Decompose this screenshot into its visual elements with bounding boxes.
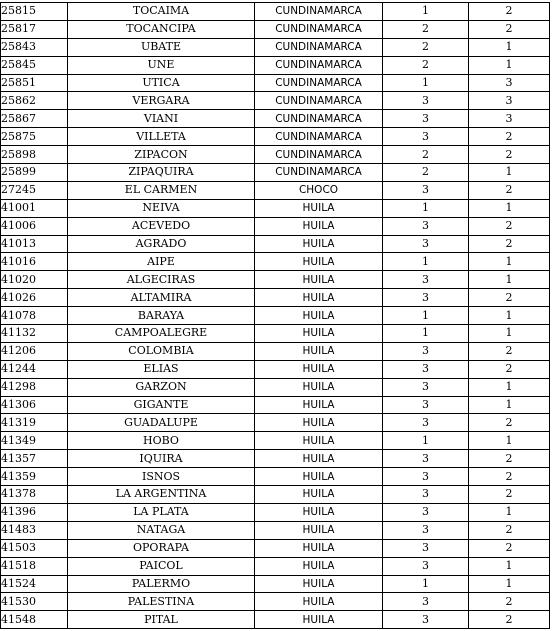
department-name-cell: HUILA [255,557,383,575]
municipality-name-cell: LA ARGENTINA [68,486,255,504]
municipality-name-cell: TOCAIMA [68,3,255,21]
municipality-name-cell: NATAGA [68,521,255,539]
value-column-1-cell: 3 [383,486,469,504]
municipality-code-cell: 41357 [1,450,68,468]
value-column-1-cell: 2 [383,164,469,182]
value-column-1-cell: 3 [383,217,469,235]
value-column-1-cell: 2 [383,20,469,38]
municipality-name-cell: UTICA [68,74,255,92]
municipality-name-cell: GUADALUPE [68,414,255,432]
value-column-2-cell: 2 [469,611,550,629]
municipality-name-cell: VERGARA [68,92,255,110]
municipality-name-cell: BARAYA [68,307,255,325]
value-column-2-cell: 2 [469,20,550,38]
municipality-code-cell: 41016 [1,253,68,271]
value-column-1-cell: 3 [383,128,469,146]
value-column-1-cell: 3 [383,271,469,289]
value-column-1-cell: 3 [383,521,469,539]
municipality-name-cell: COLOMBIA [68,342,255,360]
table-row [1,539,550,557]
value-column-2-cell: 2 [469,235,550,253]
table-row [1,110,550,128]
value-column-2-cell: 2 [469,450,550,468]
department-name-cell: HUILA [255,432,383,450]
value-column-2-cell: 1 [469,38,550,56]
value-column-1-cell: 3 [383,557,469,575]
municipality-code-cell: 41006 [1,217,68,235]
municipality-name-cell: ALGECIRAS [68,271,255,289]
municipality-code-cell: 25815 [1,3,68,21]
department-name-cell: CUNDINAMARCA [255,56,383,74]
table-row [1,396,550,414]
municipality-name-cell: NEIVA [68,199,255,217]
value-column-1-cell: 3 [383,450,469,468]
municipality-name-cell: ELIAS [68,360,255,378]
municipality-code-cell: 41518 [1,557,68,575]
municipality-name-cell: PALESTINA [68,593,255,611]
table-row [1,486,550,504]
department-name-cell: HUILA [255,611,383,629]
municipality-code-cell: 27245 [1,181,68,199]
municipality-code-cell: 41132 [1,325,68,343]
value-column-2-cell: 1 [469,432,550,450]
department-name-cell: HUILA [255,593,383,611]
value-column-1-cell: 3 [383,235,469,253]
department-name-cell: HUILA [255,378,383,396]
table-row [1,468,550,486]
municipality-code-cell: 25867 [1,110,68,128]
value-column-2-cell: 1 [469,56,550,74]
department-name-cell: HUILA [255,289,383,307]
municipality-code-cell: 41306 [1,396,68,414]
municipality-name-cell: ZIPAQUIRA [68,164,255,182]
value-column-1-cell: 2 [383,38,469,56]
value-column-1-cell: 1 [383,253,469,271]
department-name-cell: HUILA [255,414,383,432]
value-column-2-cell: 2 [469,486,550,504]
department-name-cell: HUILA [255,325,383,343]
municipality-code-cell: 41503 [1,539,68,557]
municipality-code-cell: 25899 [1,164,68,182]
value-column-1-cell: 3 [383,92,469,110]
municipality-name-cell: CAMPOALEGRE [68,325,255,343]
municipality-name-cell: TOCANCIPA [68,20,255,38]
value-column-1-cell: 1 [383,3,469,21]
municipality-code-cell: 41483 [1,521,68,539]
value-column-2-cell: 2 [469,468,550,486]
municipality-code-cell: 41206 [1,342,68,360]
value-column-1-cell: 3 [383,503,469,521]
value-column-1-cell: 1 [383,325,469,343]
department-name-cell: HUILA [255,396,383,414]
value-column-2-cell: 2 [469,593,550,611]
value-column-2-cell: 3 [469,92,550,110]
department-name-cell: CUNDINAMARCA [255,146,383,164]
municipality-code-cell: 41244 [1,360,68,378]
municipality-name-cell: ACEVEDO [68,217,255,235]
municipality-name-cell: IQUIRA [68,450,255,468]
department-name-cell: HUILA [255,539,383,557]
value-column-1-cell: 1 [383,307,469,325]
municipality-name-cell: PAICOL [68,557,255,575]
table-row [1,199,550,217]
department-name-cell: HUILA [255,521,383,539]
municipality-name-cell: PALERMO [68,575,255,593]
municipality-code-cell: 41013 [1,235,68,253]
value-column-1-cell: 1 [383,199,469,217]
municipality-code-cell: 41026 [1,289,68,307]
department-name-cell: HUILA [255,486,383,504]
department-name-cell: HUILA [255,271,383,289]
value-column-1-cell: 3 [383,289,469,307]
municipality-code-cell: 41020 [1,271,68,289]
value-column-2-cell: 1 [469,557,550,575]
value-column-1-cell: 1 [383,575,469,593]
table-row [1,38,550,56]
table-row [1,289,550,307]
value-column-2-cell: 2 [469,360,550,378]
department-name-cell: HUILA [255,450,383,468]
value-column-1-cell: 3 [383,110,469,128]
value-column-1-cell: 3 [383,378,469,396]
table-row [1,20,550,38]
value-column-2-cell: 1 [469,396,550,414]
municipality-code-cell: 41078 [1,307,68,325]
value-column-1-cell: 3 [383,414,469,432]
department-name-cell: CUNDINAMARCA [255,74,383,92]
municipality-code-cell: 41548 [1,611,68,629]
municipality-name-cell: ALTAMIRA [68,289,255,307]
municipality-code-cell: 25851 [1,74,68,92]
table-row [1,414,550,432]
value-column-2-cell: 1 [469,325,550,343]
municipality-name-cell: AGRADO [68,235,255,253]
value-column-1-cell: 3 [383,611,469,629]
table-row [1,611,550,629]
table-row [1,3,550,21]
value-column-1-cell: 3 [383,539,469,557]
department-name-cell: CUNDINAMARCA [255,92,383,110]
value-column-2-cell: 2 [469,3,550,21]
municipality-code-cell: 25843 [1,38,68,56]
department-name-cell: CUNDINAMARCA [255,110,383,128]
municipality-code-cell: 41524 [1,575,68,593]
table-row [1,360,550,378]
value-column-1-cell: 3 [383,593,469,611]
municipality-code-cell: 25817 [1,20,68,38]
value-column-1-cell: 3 [383,468,469,486]
municipality-name-cell: VILLETA [68,128,255,146]
department-name-cell: HUILA [255,342,383,360]
department-name-cell: CUNDINAMARCA [255,128,383,146]
table-row [1,253,550,271]
municipality-code-cell: 41530 [1,593,68,611]
table-row [1,503,550,521]
department-name-cell: HUILA [255,468,383,486]
municipality-code-cell: 41298 [1,378,68,396]
department-name-cell: CUNDINAMARCA [255,164,383,182]
table-row [1,92,550,110]
department-name-cell: HUILA [255,217,383,235]
municipality-name-cell: EL CARMEN [68,181,255,199]
municipality-code-cell: 25875 [1,128,68,146]
municipality-name-cell: GIGANTE [68,396,255,414]
value-column-2-cell: 1 [469,271,550,289]
table-row [1,164,550,182]
table-row [1,235,550,253]
value-column-2-cell: 2 [469,181,550,199]
table-row [1,378,550,396]
value-column-2-cell: 2 [469,146,550,164]
department-name-cell: HUILA [255,503,383,521]
value-column-1-cell: 3 [383,396,469,414]
department-name-cell: CUNDINAMARCA [255,38,383,56]
value-column-2-cell: 1 [469,164,550,182]
municipality-name-cell: PITAL [68,611,255,629]
department-name-cell: HUILA [255,235,383,253]
municipality-name-cell: AIPE [68,253,255,271]
value-column-2-cell: 2 [469,342,550,360]
table-row [1,325,550,343]
department-name-cell: HUILA [255,360,383,378]
value-column-1-cell: 2 [383,56,469,74]
value-column-2-cell: 2 [469,521,550,539]
table-row [1,521,550,539]
value-column-2-cell: 2 [469,539,550,557]
municipality-code-cell: 25862 [1,92,68,110]
municipality-code-cell: 41319 [1,414,68,432]
municipality-name-cell: ZIPACON [68,146,255,164]
value-column-1-cell: 2 [383,146,469,164]
department-name-cell: HUILA [255,307,383,325]
municipality-name-cell: GARZON [68,378,255,396]
municipality-code-cell: 25898 [1,146,68,164]
value-column-1-cell: 1 [383,432,469,450]
table-row [1,557,550,575]
municipality-name-cell: ISNOS [68,468,255,486]
municipality-code-cell: 41349 [1,432,68,450]
municipality-code-cell: 25845 [1,56,68,74]
table-row [1,181,550,199]
value-column-2-cell: 1 [469,575,550,593]
municipality-table [0,2,550,629]
department-name-cell: HUILA [255,199,383,217]
value-column-1-cell: 3 [383,181,469,199]
value-column-2-cell: 1 [469,503,550,521]
value-column-2-cell: 1 [469,378,550,396]
table-row [1,342,550,360]
table-row [1,307,550,325]
municipality-name-cell: HOBO [68,432,255,450]
value-column-1-cell: 3 [383,360,469,378]
table-row [1,432,550,450]
municipality-name-cell: VIANI [68,110,255,128]
value-column-2-cell: 3 [469,110,550,128]
municipality-code-cell: 41001 [1,199,68,217]
table-row [1,74,550,92]
department-name-cell: HUILA [255,575,383,593]
value-column-2-cell: 1 [469,199,550,217]
table-row [1,56,550,74]
table-row [1,575,550,593]
value-column-2-cell: 2 [469,414,550,432]
municipality-code-cell: 41396 [1,503,68,521]
department-name-cell: CHOCO [255,181,383,199]
table-row [1,146,550,164]
table-row [1,450,550,468]
value-column-1-cell: 3 [383,342,469,360]
department-name-cell: CUNDINAMARCA [255,20,383,38]
value-column-2-cell: 2 [469,217,550,235]
value-column-2-cell: 2 [469,128,550,146]
table-row [1,593,550,611]
value-column-2-cell: 1 [469,307,550,325]
department-name-cell: CUNDINAMARCA [255,3,383,21]
value-column-2-cell: 1 [469,253,550,271]
value-column-1-cell: 1 [383,74,469,92]
municipality-name-cell: UBATE [68,38,255,56]
municipality-code-cell: 41378 [1,486,68,504]
table-row [1,217,550,235]
value-column-2-cell: 2 [469,289,550,307]
municipality-name-cell: UNE [68,56,255,74]
municipality-code-cell: 41359 [1,468,68,486]
department-name-cell: HUILA [255,253,383,271]
municipality-name-cell: OPORAPA [68,539,255,557]
table-body [1,3,550,629]
table-row [1,128,550,146]
table-row [1,271,550,289]
value-column-2-cell: 3 [469,74,550,92]
municipality-name-cell: LA PLATA [68,503,255,521]
